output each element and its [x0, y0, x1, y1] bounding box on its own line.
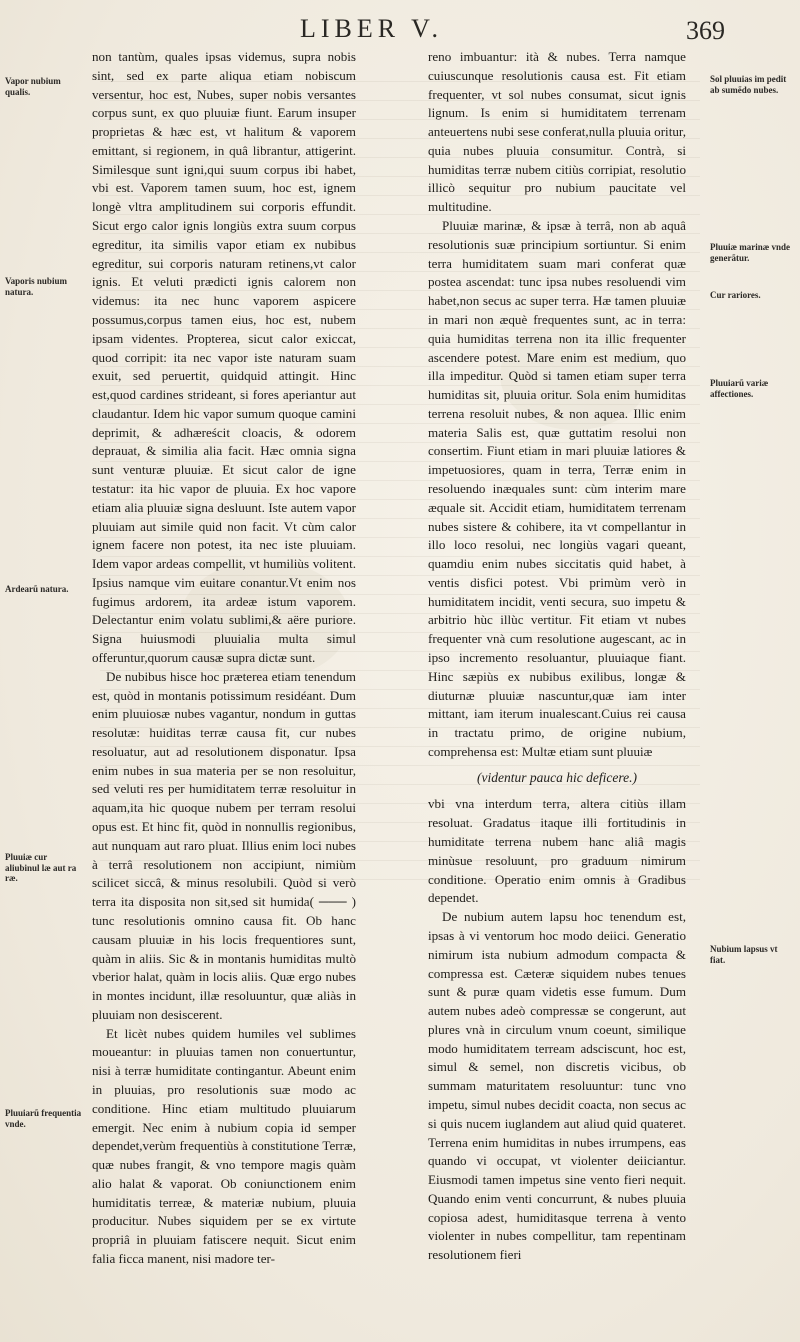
paragraph: vbi vna interdum terra, altera citiùs illam resoluat. Gradatus itaque illi fortitudinis in humiditate terrena nubem hanc aliâ magis minùsue resoluunt, pro graduum nimirum conditione. Operatio enim omnis à Gradibus dependet.: [428, 796, 686, 906]
left-text-column: [92, 48, 356, 1269]
margin-note: Pluuiæ cur aliubinul læ aut ra ræ.: [5, 852, 77, 883]
paragraph: De nubibus hisce hoc præterea etiam tenendum est, quòd in montanis potissimum residéant. Dum enim pluuiosæ nubes vagantur, nondum in guttas resolutæ: huiditas terræ causa fit, cur nubes resoluatur, aut ad resolutionem disponatur. Ipsa enim nubes in sua materia per se non resoluitur, sed veluti res per humiditatem terræ resoluitur in aquam,ita hic quoque nubem per terram resolui opus est. Et hinc fit, quòd in nonnullis regionibus, aut nunquam aut raro pluat. Illius enim loci nubes à terrâ resolutionem non accipiunt, nimiùm scilicet siccâ, & minus resolubili. Quòd si verò terra ita disposita non sit,sed sit humida( ─── ) tunc resolutionis omnino causa fit. Ob hanc causam pluuiæ in his locis frequentiores sunt, quàm in aliis. Sic & in montanis humiditas multò vberior halat, quàm in locis aliis. Quæ ergo nubes in montes incidunt, illæ resoluuntur, quæ aliàs in pluuiam non desiscerent.: [92, 668, 356, 1022]
paragraph: Et licèt nubes quidem humiles vel sublimes moueantur: in pluuias tamen non conuertuntur, nisi à terræ humiditate contingantur. Abeunt enim in pluuias, pro resolutionis suæ modo ac conditione. Hinc etiam multitudo pluuiarum emergit. Nec enim à nubium copia id semper dependet,verùm frequentiùs à constitutione Terræ, quæ nubes frangit, & vno tempore magis quàm alio halat & vaporat. Ob coniunctionem enim humiditatis terreæ, & materiæ nubium, pluuia producitur. Nubes siquidem per se ex virtute propriâ in pluuiam fatiscere nequit. Sicut enim falia ficca manent, nisi madore ter-: [92, 1025, 356, 1266]
paragraph: Pluuiæ marinæ, & ipsæ à terrâ, non ab aquâ resolutionis suæ principium sortiuntur. Si enim terra humiditatem suam mari conferat quæ postea ascendat: tunc ipsa nubes resoluendi vim habet,non secus ac super terra. Hæ tamen pluuiæ in mari non æquè frequentes sunt, ac in terra: quia humiditas terrena non ita illic frequenter ascendere potest. Mare enim est medium, quo illa impeditur. Quòd si tamen etiam super terra humiditas sit, pluuia oritur. Sola enim humiditas terrena resoluit nubes, & non aquea. Illic enim materia Salis est, quæ guttatim resolui non consertim. Fiunt etiam in mari pluuiæ latiores & impetuosiores, quam in terra, Terræ enim in resoluendo inæquales sunt: cùm interim mare æquale sit. Accidit etiam, humiditatem terrenam nubes sistere & cohibere, ita vt compellantur in illo loco resolui, nec longiùs vagari queant, quamdiu enim nubes siccitatis quid habet, à ventis disfici potest. Vbi primùm verò in humiditatem incidit, venti secura, suo impetu & arbitrio hùc illùc vertitur. Fit etiam vt nubes frequenter vnà cum resolutione augescant, ac in ipso incremento resoluantur, pluuiaque fiant. Hinc sæpiùs ex nubibus exilibus, longæ & diuturnæ pluuiæ nascuntur,quæ iam inter mittant, iam iterum inualescant.Cuius rei causa in tractatu primo, de origine nubium, comprehensa est: Multæ etiam sunt pluuiæ: [428, 218, 686, 759]
running-title: LIBER V.: [300, 14, 444, 43]
margin-note: Vapor nubium qualis.: [5, 76, 61, 97]
page-number: 369: [686, 16, 725, 45]
margin-note: Sol pluuias im pedit ab sumẽdo nubes.: [710, 74, 787, 95]
right-text-column: [428, 48, 686, 1265]
margin-note: Ardearũ natura.: [5, 584, 69, 594]
paragraph: De nubium autem lapsu hoc tenendum est, ipsas à vi ventorum hoc modo deiici. Generatio nimirum ista nubium admodum compacta & compressa est. Cæteræ siquidem nubes tenues sunt & puræ quam videtis esse fumum. Dum autem nubes adeò compressæ se congerunt, aut plures vnà in circulum vnum coeunt, similique modo humiditatem terream adsciscunt, hoc est, simul & semel, non discretis vicibus, ob summam maturitatem resoluuntur: tunc vno impetu, simul nubes decidit coacta, non secus ac si quis nucem iuglandem aut aliud quid quateret. Terrena enim humiditas in nubes irrumpens, eas quando vi occupat, vt violenter deiiciantur. Eiusmodi tamen impetus sine vento fieri nequit. Quando enim venti concurrunt, & nubes pluuia copiosa adest, humiditasque terrena à vento violenter in nubes compellitur, tam repentinam resolutionem fieri: [428, 909, 686, 1263]
paragraph: non tantùm, quales ipsas videmus, supra nobis sint, sed ex parte aliqua etiam nobiscum versentur, hoc est, Nubes, super nobis versantes corpus sunt, ex quo pluuiæ fiunt. Earum insuper proprietas & hæc est, vt halitum & vaporem emittant, si regionem, in quâ librantur, attigerint. Similesque sunt igni,qui suum corpus ibi habet, vbi est. Vaporem tamen suum, hoc est, ignem longè vltra amplitudinem sui corporis effundit. Sicut ergo calor ignis longiùs extra suum corpus egreditur, ita similis vapor etiam ex nubibus egreditur, sui corporis naturam retinens,vt calor ignis. Et veluti prædicti ignis calorem non videmus: ita nec hunc vaporem aspicere possumus,corpus tamen eius, hoc est, nubem ipsam videntes. Propterea, sicut calor exiccat, quod corripit: ita nec vapor iste naturam suam exuit, sed peruertit, quidquid attingit. Hinc est,quod cardines strideant, si fores aperiantur aut claudantur. Idem hic vapor sumum quoque camini deprimit, & adhæreścit cloacis, & odorem deprauat, & similia alia facit. Hæc omnia signa sunt venturæ pluuiæ. Et sicut calor de igne testatur: ita hic vapor de pluuia. Ex hoc vapore etiam alia pluuiæ signa desluunt. Iste autem vapor pluuiam aut simile quid non facit. Vt cùm calor ignem facere non potest, ita nec iste pluuiam. Idem vapor ardeas compellit, vt humiliùs volitent. Ipsius namque vim euitare conantur.Vt enim nos fugimus ardorem, ita ardeæ istum vaporem. Delectantur enim volatu sublimi,& aëre puriore. Signa huiusmodi pluuialia multa simul offeruntur,quorum causæ supra dictæ sunt.: [92, 49, 356, 665]
margin-note: Cur rariores.: [710, 290, 761, 300]
page-header: [0, 14, 800, 48]
margin-note: Nubium lapsus vt fiat.: [710, 944, 778, 965]
editorial-note: (videntur pauca hic deficere.): [477, 769, 637, 785]
paragraph: reno imbuantur: ità & nubes. Terra namque cuiuscunque resolutionis causa est. Fit etiam frequenter, vt sol nubes consumat, sicut ignis lignum. Is enim si humiditatem terrenam anteuertens nubi sese conferat,nulla pluuia oritur, quia nubes pluuia consumitur. Contrà, si humiditas terræ nubem citiùs corripiat, resolutio illicò sequitur pro nubium paucitate vel multitudine.: [428, 49, 686, 215]
margin-note: Pluuiarũ variæ affectiones.: [710, 378, 769, 399]
margin-note: Pluuiæ marinæ vnde generãtur.: [710, 242, 791, 263]
margin-note: Pluuiarũ frequentia vnde.: [5, 1108, 82, 1129]
margin-note: Vaporis nubium natura.: [5, 276, 67, 297]
